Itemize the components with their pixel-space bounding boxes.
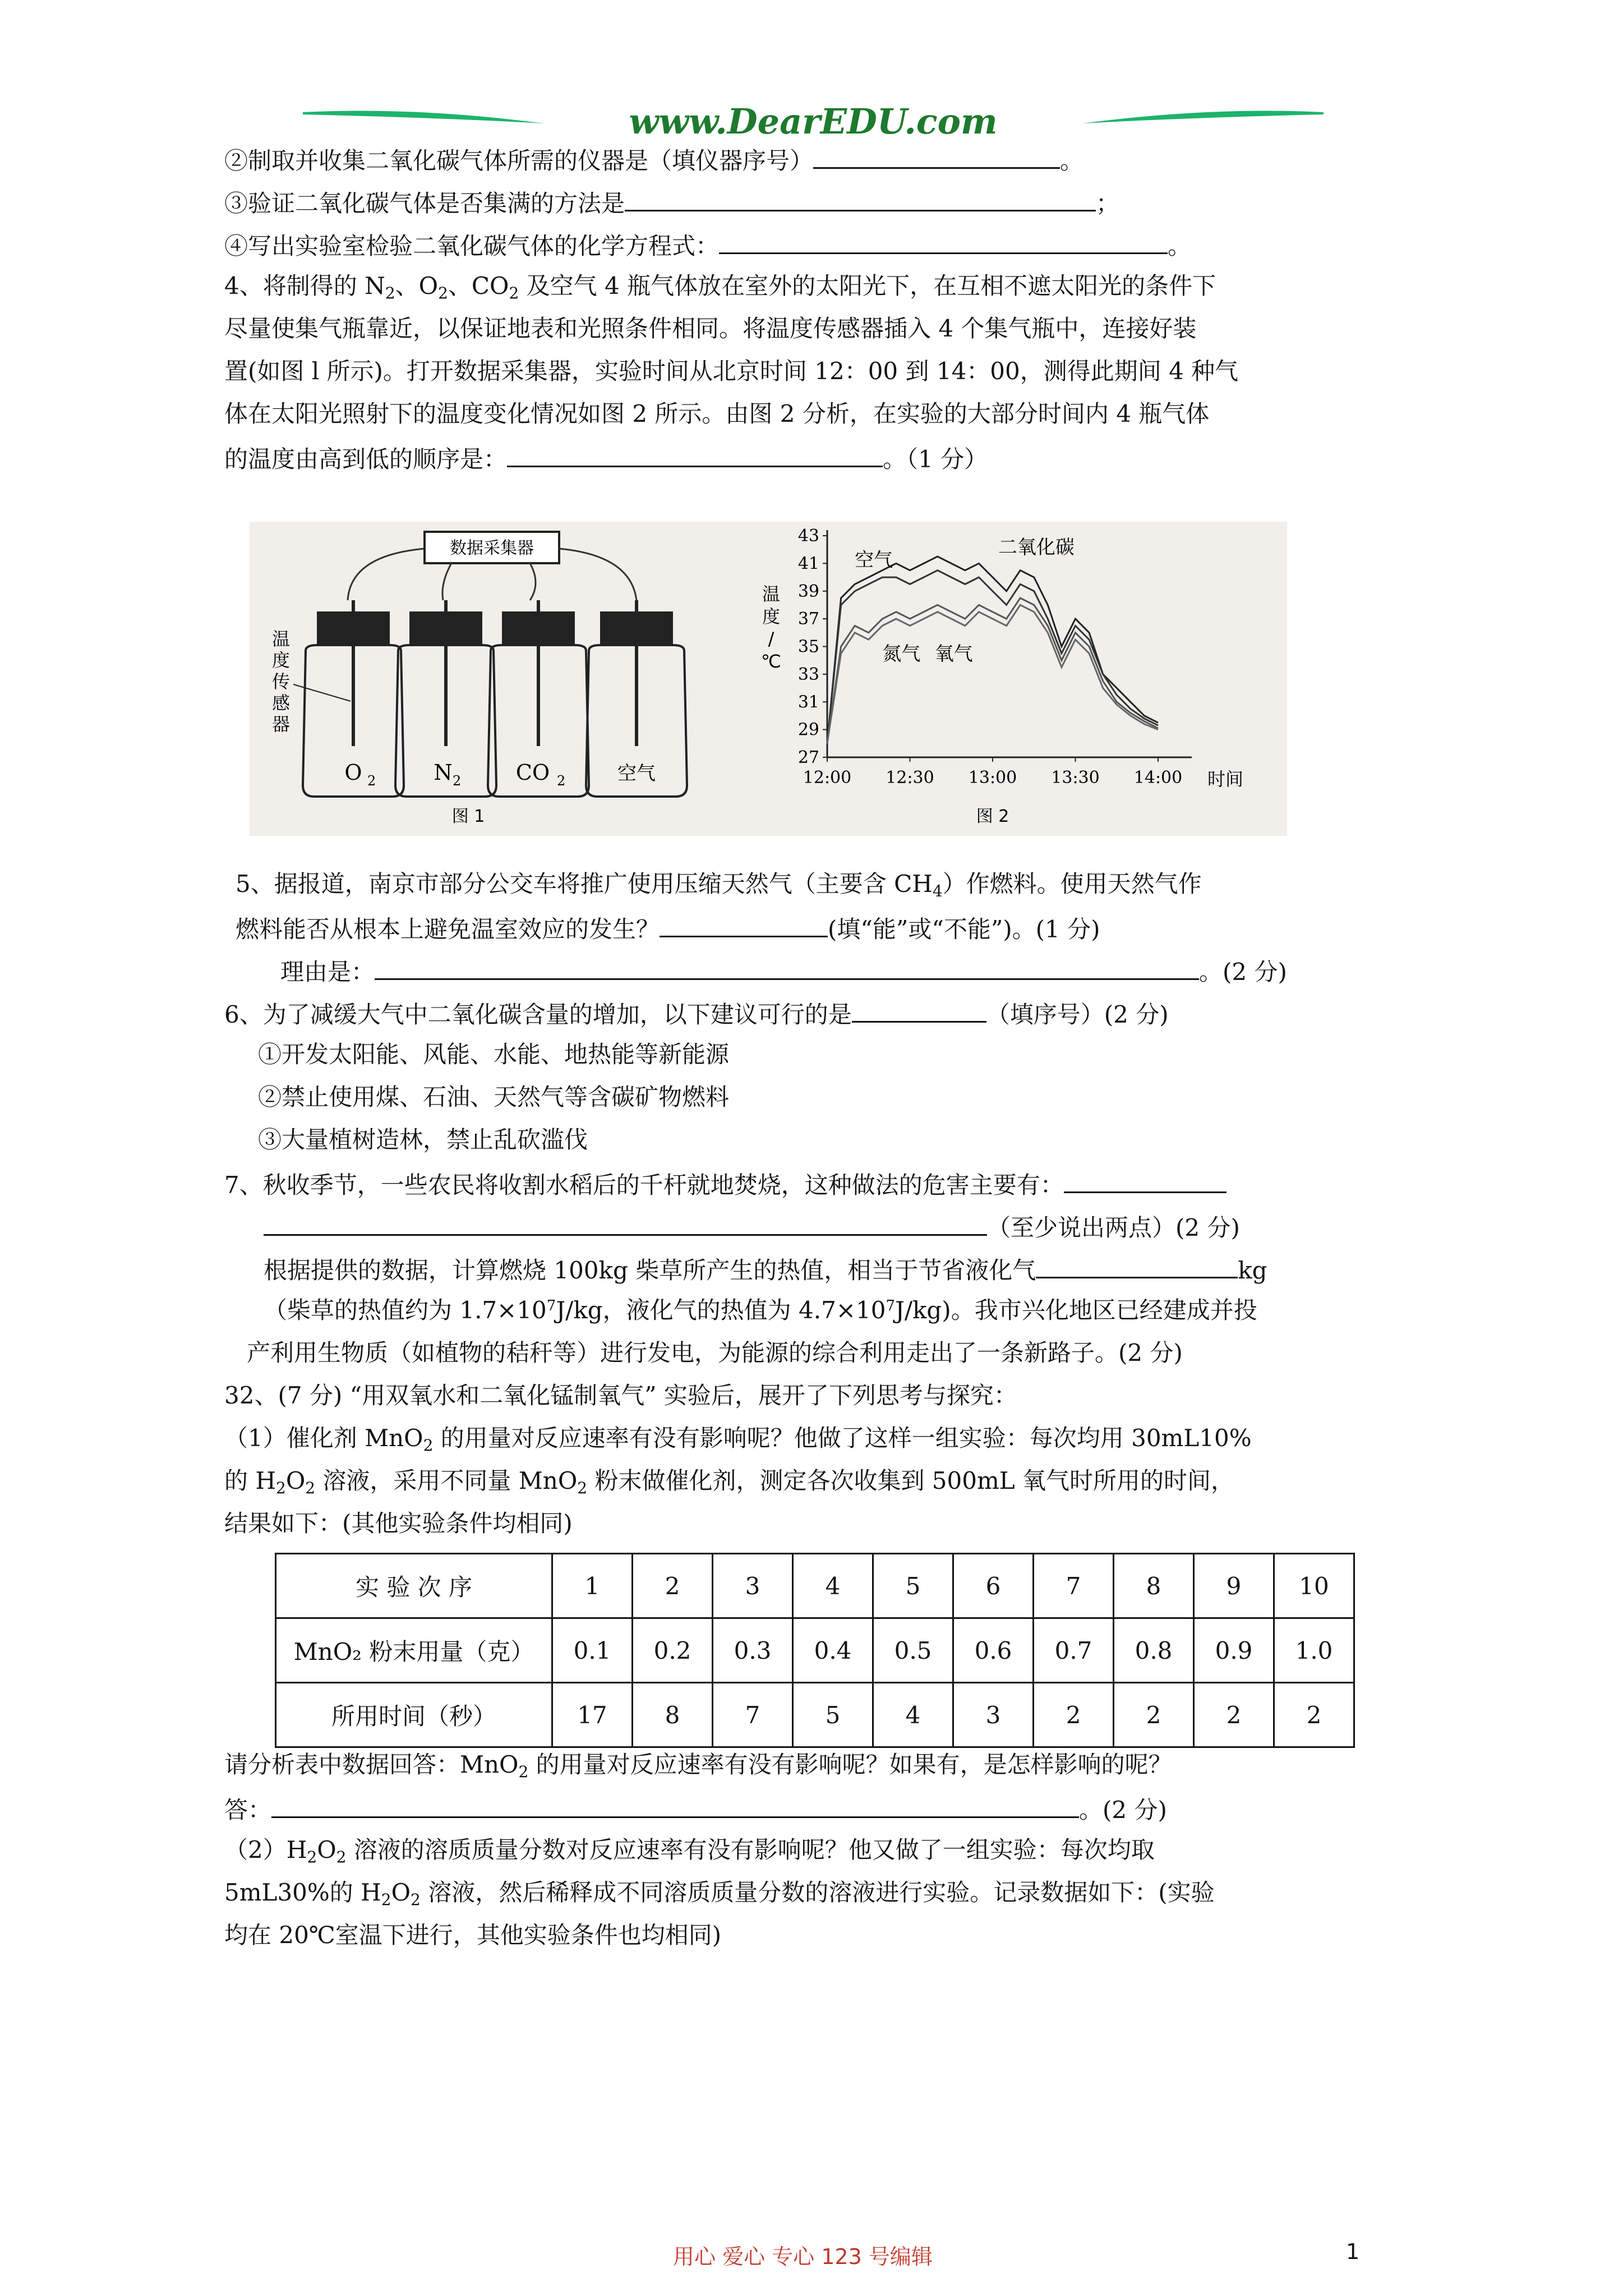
y-tick-label: 29: [797, 720, 819, 740]
y-tick-label: 37: [797, 609, 819, 629]
svg-text:CO: CO: [515, 760, 550, 785]
x-tick-label: 13:30: [1051, 768, 1100, 788]
q4-line-4: 体在太阳光照射下的温度变化情况如图 2 所示。由图 2 分析，在实验的大部分时间内 4 瓶气体: [224, 400, 1210, 427]
series-line: [827, 598, 1158, 743]
table-cell: 2: [1034, 1683, 1114, 1747]
answer-blank[interactable]: [813, 142, 1060, 169]
series-line: [827, 570, 1158, 744]
table-cell: 5: [873, 1554, 953, 1618]
table-cell: 7: [713, 1683, 793, 1747]
svg-text:感: 感: [272, 692, 291, 714]
answer-blank[interactable]: [264, 1209, 987, 1236]
table-cell: 9: [1194, 1554, 1274, 1618]
svg-text:2: 2: [453, 773, 462, 789]
table-cell: 5: [793, 1683, 873, 1747]
x-tick-label: 13:00: [968, 768, 1017, 788]
q32-line-7: $(2)H_2O_2$ 溶液的溶质质量分数对反应速率有没有影响呢？他又做了一组实验：每次均取: [224, 1836, 1155, 1866]
answer-blank[interactable]: [719, 228, 1168, 254]
table-cell: 0.1: [552, 1618, 633, 1683]
y-tick-label: 31: [797, 692, 819, 712]
series-label: 氧气: [934, 643, 973, 666]
svg-text:温: 温: [272, 628, 291, 650]
data-collector-label: 数据采集器: [450, 539, 534, 558]
figure-2-caption: 图 2: [976, 807, 1009, 826]
series-label: 氮气: [882, 643, 921, 666]
q6-line-1: 6、为了减缓大气中二氧化碳含量的增加，以下建议可行的是 （填序号）(2 分): [224, 996, 1169, 1030]
table-cell: 实 验 次 序: [276, 1554, 552, 1618]
table-cell: 6: [953, 1554, 1034, 1618]
q7-line-2: （至少说出两点）(2 分): [264, 1209, 1240, 1244]
svg-text:N: N: [434, 760, 453, 785]
q32-line-3: 的 $H_2O_2$ 溶液，采用不同量 MnO$_2$ 粉末做催化剂，测定各次收集到 500mL 氧气时所用的时间，: [224, 1467, 1235, 1497]
table-cell: 0.9: [1194, 1618, 1274, 1683]
svg-text:2: 2: [557, 773, 566, 789]
q7-line-4: （柴草的热值约为 $1.7\times 10^7J/kg$，液化气的热值为 $4.7\times 10^7J/kg$)。我市兴化地区已经建成并投: [264, 1296, 1257, 1324]
q32-line-6: 答： 。(2 分): [224, 1792, 1167, 1826]
series-line: [827, 556, 1158, 743]
q6-option-2: ②禁止使用煤、石油、天然气等含碳矿物燃料: [258, 1083, 730, 1111]
q32-line-2: （1）催化剂 MnO$_2$ 的用量对反应速率有没有影响呢？他做了这样一组实验：每次均用 30mL10%: [224, 1424, 1252, 1455]
q32-line-8: 5mL30%的 $H_2O_2$ 溶液，然后稀释成不同溶质质量分数的溶液进行实验。记录数据如下：(实验: [224, 1879, 1215, 1909]
table-cell: 1: [552, 1554, 633, 1618]
q3-2-line: ②制取并收集二氧化碳气体所需的仪器是（填仪器序号） 。: [224, 142, 1083, 177]
x-tick-label: 12:00: [803, 768, 852, 788]
y-axis-label: ℃: [761, 651, 781, 672]
table-cell: 2: [633, 1554, 713, 1618]
x-axis-label: 时间: [1207, 769, 1244, 790]
table-cell: 0.6: [953, 1618, 1034, 1683]
table-cell: 10: [1274, 1554, 1354, 1618]
q4-line-3: 置(如图 l 所示)。打开数据采集器，实验时间从北京时间 12：00 到 14：00，测得此期间 4 种气: [224, 357, 1239, 385]
answer-blank[interactable]: [660, 911, 828, 937]
answer-blank[interactable]: [1036, 1252, 1238, 1278]
q3-4-line: ④写出实验室检验二氧化碳气体的化学方程式： 。: [224, 228, 1191, 262]
q32-line-4: 结果如下：(其他实验条件均相同): [224, 1510, 573, 1537]
y-tick-label: 33: [797, 664, 819, 684]
x-tick-label: 14:00: [1133, 768, 1183, 788]
table-cell: 3: [953, 1683, 1034, 1747]
table-cell: 3: [713, 1554, 793, 1618]
table-cell: 0.5: [873, 1618, 953, 1683]
table-row: [276, 1618, 1354, 1683]
svg-text:传: 传: [272, 671, 291, 692]
q32-line-9: 均在 20℃室温下进行，其他实验条件也均相同): [224, 1921, 722, 1949]
q6-option-3: ③大量植树造林，禁止乱砍滥伐: [258, 1126, 588, 1153]
q6-option-1: ①开发太阳能、风能、水能、地热能等新能源: [258, 1041, 730, 1068]
answer-blank[interactable]: [1064, 1167, 1227, 1193]
y-axis-label: 度: [762, 606, 781, 627]
footer-center: 用心 爱心 专心 123 号编辑: [673, 2244, 933, 2269]
answer-blank[interactable]: [507, 441, 883, 467]
table-cell: 2: [1194, 1683, 1274, 1747]
y-tick-label: 35: [797, 637, 819, 657]
logo-swoosh-left-icon: [303, 111, 544, 124]
table-cell: 2: [1274, 1683, 1354, 1747]
table-cell: 0.2: [633, 1618, 713, 1683]
q5-line-1: 5、据报道，南京市部分公交车将推广使用压缩天然气（主要含 $CH_4$）作燃料。使用天然气作: [236, 870, 1202, 900]
y-tick-label: 43: [797, 526, 819, 546]
answer-blank[interactable]: [271, 1792, 1079, 1818]
table-cell: 所用时间（秒）: [276, 1683, 552, 1747]
q7-line-5: 产利用生物质（如植物的秸秆等）进行发电，为能源的综合利用走出了一条新路子。(2 分): [247, 1339, 1183, 1366]
q32-line-1: 32、(7 分) “用双氧水和二氧化锰制氧气” 实验后，展开了下列思考与探究：: [224, 1382, 1017, 1409]
page-number: 1: [1346, 2239, 1360, 2264]
q4-line-2: 尽量使集气瓶靠近，以保证地表和光照条件相同。将温度传感器插入 4 个集气瓶中，连接好装: [224, 315, 1197, 342]
y-tick-label: 27: [797, 748, 819, 767]
table-cell: 8: [1114, 1554, 1194, 1618]
svg-text:空气: 空气: [617, 762, 656, 785]
table-cell: MnO₂ 粉末用量（克）: [276, 1618, 552, 1683]
table-cell: 8: [633, 1683, 713, 1747]
answer-blank[interactable]: [375, 954, 1199, 980]
table-cell: 0.8: [1114, 1618, 1194, 1683]
svg-text:器: 器: [272, 714, 291, 735]
table-row: [276, 1683, 1354, 1747]
figure-2-chart: [250, 522, 1287, 836]
answer-blank[interactable]: [852, 996, 986, 1023]
y-tick-label: 39: [797, 581, 819, 601]
q3-3-line: ③验证二氧化碳气体是否集满的方法是 ；: [224, 185, 1119, 219]
q32-line-5: 请分析表中数据回答：MnO$_2$ 的用量对反应速率有没有影响呢？如果有，是怎样影响的呢？: [224, 1751, 1172, 1781]
x-tick-label: 12:30: [886, 768, 934, 788]
y-tick-label: 41: [797, 554, 819, 574]
table-cell: 4: [793, 1554, 873, 1618]
mno2-data-table: [275, 1553, 1355, 1748]
q4-line-1: 4、将制得的 $N_2$、$O_2$、$CO_2$ 及空气 4 瓶气体放在室外的太阳光下，在互相不遮太阳光的条件下: [224, 272, 1216, 302]
svg-text:O: O: [344, 760, 362, 785]
q7-line-1: 7、秋收季节，一些农民将收割水稻后的千杆就地焚烧，这种做法的危害主要有：: [224, 1167, 1227, 1201]
q5-line-3: 理由是： 。(2 分): [280, 954, 1287, 988]
q5-line-2: 燃料能否从根本上避免温室效应的发生？ (填“能”或“不能”)。(1 分): [236, 911, 1100, 945]
header-logo: [303, 101, 1324, 146]
logo-swoosh-right-icon: [1082, 111, 1324, 124]
table-cell: 0.4: [793, 1618, 873, 1683]
series-label: 空气: [855, 549, 893, 572]
table-cell: 7: [1034, 1554, 1114, 1618]
y-axis-label: 温: [762, 583, 781, 605]
table-cell: 0.7: [1034, 1618, 1114, 1683]
answer-blank[interactable]: [625, 185, 1096, 211]
q4-line-5: 的温度由高到低的顺序是： 。（1 分）: [224, 441, 988, 475]
figure-1-caption: 图 1: [451, 807, 485, 826]
y-axis-label: /: [768, 628, 774, 650]
logo-text: www.DearEDU.com: [629, 101, 998, 142]
table-cell: 0.3: [713, 1618, 793, 1683]
table-cell: 4: [873, 1683, 953, 1747]
table-cell: 17: [552, 1683, 633, 1747]
figure-panel: [250, 522, 1287, 836]
table-row: [276, 1554, 1354, 1618]
series-label: 二氧化碳: [998, 536, 1075, 559]
q7-line-3: 根据提供的数据，计算燃烧 100kg 柴草所产生的热值，相当于节省液化气 kg: [264, 1252, 1267, 1286]
table-cell: 1.0: [1274, 1618, 1354, 1683]
series-line: [827, 605, 1158, 743]
svg-text:2: 2: [367, 773, 376, 789]
table-cell: 2: [1114, 1683, 1194, 1747]
svg-text:度: 度: [272, 650, 291, 671]
